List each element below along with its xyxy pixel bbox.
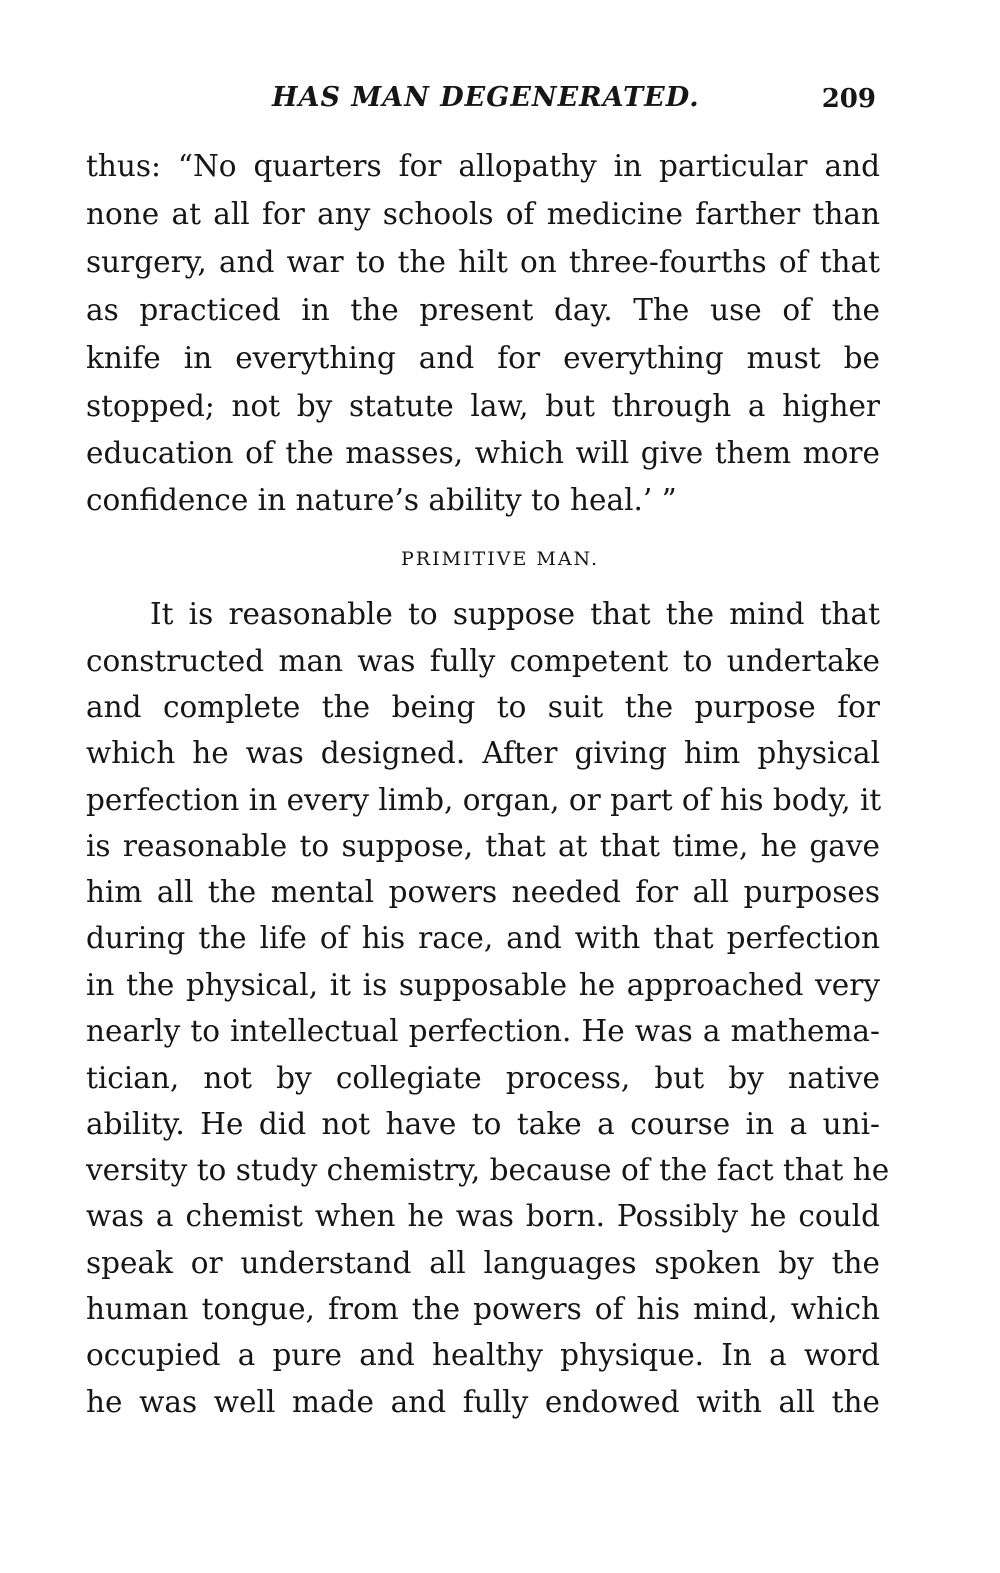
text-line: stopped; not by statute law, but through a higher — [86, 389, 880, 423]
running-title: HAS MAN DEGENERATED. — [272, 82, 700, 113]
section-heading: PRIMITIVE MAN. — [401, 548, 599, 570]
text-line: nearly to intellectual perfection. He was a mathema- — [86, 1014, 880, 1048]
text-line: surgery, and war to the hilt on three-fourths of that — [86, 245, 880, 279]
text-line: It is reasonable to suppose that the mind that — [150, 597, 880, 631]
text-line: constructed man was fully competent to undertake — [86, 644, 880, 678]
text-line: thus: “No quarters for allopathy in particular and — [86, 149, 880, 183]
page-header — [84, 82, 880, 122]
text-line: human tongue, from the powers of his mind, which — [86, 1292, 880, 1326]
text-line: in the physical, it is supposable he approached very — [86, 968, 880, 1002]
text-line: versity to study chemistry, because of the fact that he — [86, 1153, 890, 1187]
text-line: as practiced in the present day. The use of the — [86, 293, 880, 327]
text-line: and complete the being to suit the purpose for — [86, 690, 880, 724]
text-line: none at all for any schools of medicine farther than — [86, 197, 880, 231]
text-line: which he was designed. After giving him physical — [86, 736, 880, 770]
text-line: confidence in nature’s ability to heal.’ ” — [86, 483, 677, 517]
text-line: perfection in every limb, organ, or part of his body, it — [86, 783, 882, 817]
text-line: during the life of his race, and with that perfection — [86, 921, 880, 955]
text-line: education of the masses, which will give them more — [86, 436, 880, 470]
text-line: speak or understand all languages spoken by the — [86, 1246, 880, 1280]
text-line: is reasonable to suppose, that at that time, he gave — [86, 829, 880, 863]
text-line: was a chemist when he was born. Possibly he could — [86, 1199, 880, 1233]
text-line: ability. He did not have to take a course in a uni- — [86, 1107, 880, 1141]
page-number: 209 — [821, 84, 876, 114]
text-line: tician, not by collegiate process, but by native — [86, 1061, 880, 1095]
text-line: knife in everything and for everything must be — [86, 341, 880, 375]
text-line: him all the mental powers needed for all purposes — [86, 875, 880, 909]
text-line: he was well made and fully endowed with all the — [86, 1385, 880, 1419]
text-line: occupied a pure and healthy physique. In a word — [86, 1338, 880, 1372]
